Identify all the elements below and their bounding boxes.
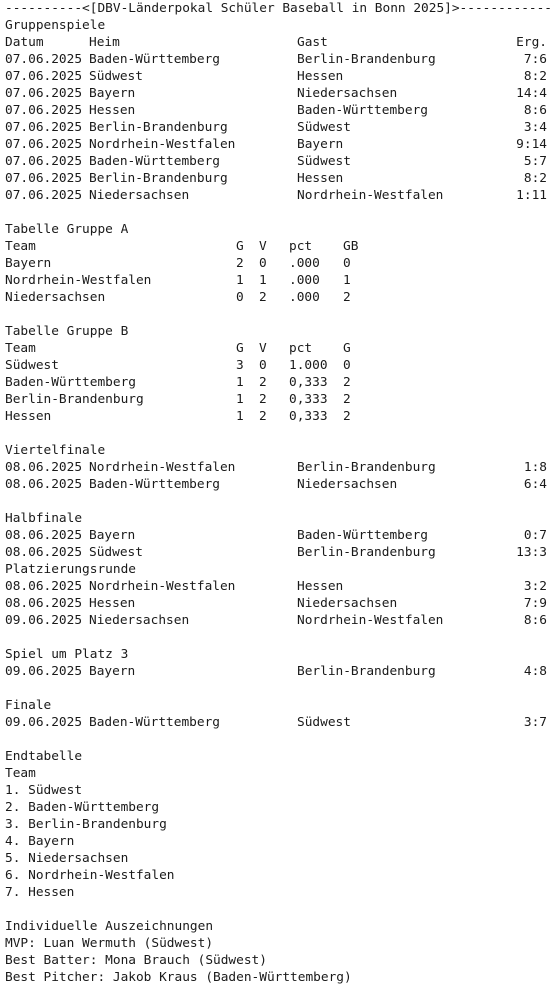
games-behind: 0 (343, 358, 351, 373)
losses: 2 (259, 290, 267, 305)
game-result: 5:7 (523, 154, 547, 169)
pct: .000 (289, 290, 320, 305)
column-header-team: Team (5, 341, 36, 356)
game-result: 7:9 (523, 596, 547, 611)
table-row (5, 289, 547, 306)
game-guest: Südwest (297, 715, 351, 730)
game-date: 07.06.2025 (5, 69, 83, 84)
game-home: Baden-Württemberg (89, 154, 220, 169)
column-header-guest: Gast (297, 35, 328, 50)
pct: 0,333 (289, 392, 328, 407)
game-guest: Baden-Württemberg (297, 103, 428, 118)
game-row (5, 578, 547, 595)
column-header-g: G (236, 341, 244, 356)
column-header-v: V (259, 239, 267, 254)
game-result: 1:8 (523, 460, 547, 475)
game-result: 8:2 (523, 69, 547, 84)
wins: 0 (236, 290, 244, 305)
game-result: 3:2 (523, 579, 547, 594)
game-date: 07.06.2025 (5, 154, 83, 169)
game-date: 08.06.2025 (5, 528, 83, 543)
game-home: Nordrhein-Westfalen (89, 137, 236, 152)
game-row (5, 68, 547, 85)
game-row (5, 595, 547, 612)
game-row (5, 85, 547, 102)
game-date: 08.06.2025 (5, 460, 83, 475)
table-row (5, 255, 547, 272)
standings-item: 3. Berlin-Brandenburg (5, 817, 167, 832)
game-guest: Berlin-Brandenburg (297, 545, 436, 560)
final-heading: Finale (5, 698, 52, 713)
game-result: 7:6 (523, 52, 547, 67)
game-guest: Berlin-Brandenburg (297, 664, 436, 679)
game-guest: Nordrhein-Westfalen (297, 613, 444, 628)
game-result: 14:4 (516, 86, 547, 101)
game-guest: Berlin-Brandenburg (297, 52, 436, 67)
standings-item: 4. Bayern (5, 834, 75, 849)
game-result: 3:7 (523, 715, 547, 730)
table-a-heading: Tabelle Gruppe A (5, 222, 129, 237)
game-result: 4:8 (523, 664, 547, 679)
game-guest: Südwest (297, 154, 351, 169)
standings-item: 2. Baden-Württemberg (5, 800, 160, 815)
games-behind: 1 (343, 273, 351, 288)
team-name: Hessen (5, 409, 52, 424)
team-name: Nordrhein-Westfalen (5, 273, 152, 288)
game-guest: Südwest (297, 120, 351, 135)
game-guest: Nordrhein-Westfalen (297, 188, 444, 203)
award-mvp: MVP: Luan Wermuth (Südwest) (5, 936, 214, 951)
game-result: 8:6 (523, 103, 547, 118)
game-row (5, 102, 547, 119)
column-header-pct: pct (289, 341, 313, 356)
column-header-pct: pct (289, 239, 313, 254)
game-row (5, 714, 547, 731)
losses: 0 (259, 358, 267, 373)
team-name: Südwest (5, 358, 59, 373)
table-a-header-row (5, 238, 547, 255)
game-home: Nordrhein-Westfalen (89, 460, 236, 475)
game-guest: Hessen (297, 579, 344, 594)
losses: 2 (259, 409, 267, 424)
game-result: 13:3 (516, 545, 547, 560)
game-date: 08.06.2025 (5, 596, 83, 611)
standings-item: 5. Niedersachsen (5, 851, 129, 866)
column-header-v: V (259, 341, 267, 356)
award-best-batter: Best Batter: Mona Brauch (Südwest) (5, 953, 267, 968)
game-home: Südwest (89, 69, 143, 84)
game-home: Nordrhein-Westfalen (89, 579, 236, 594)
table-b-heading: Tabelle Gruppe B (5, 324, 129, 339)
game-date: 08.06.2025 (5, 545, 83, 560)
team-name: Baden-Württemberg (5, 375, 136, 390)
pct: 0,333 (289, 409, 328, 424)
standings-item: 7. Hessen (5, 885, 75, 900)
wins: 1 (236, 375, 244, 390)
team-name: Niedersachsen (5, 290, 106, 305)
game-home: Baden-Württemberg (89, 52, 220, 67)
column-header-date: Datum (5, 35, 44, 50)
game-guest: Bayern (297, 137, 344, 152)
table-b-header-row (5, 340, 547, 357)
game-row (5, 612, 547, 629)
table-row (5, 391, 547, 408)
game-home: Hessen (89, 103, 136, 118)
game-result: 9:14 (516, 137, 547, 152)
game-home: Bayern (89, 86, 136, 101)
game-date: 07.06.2025 (5, 103, 83, 118)
game-row (5, 170, 547, 187)
game-row (5, 51, 547, 68)
pct: .000 (289, 256, 320, 271)
game-guest: Berlin-Brandenburg (297, 460, 436, 475)
column-header-home: Heim (89, 35, 120, 50)
standings-item: 1. Südwest (5, 783, 83, 798)
game-home: Hessen (89, 596, 136, 611)
game-date: 07.06.2025 (5, 188, 83, 203)
column-header-g: G (236, 239, 244, 254)
table-row (5, 408, 547, 425)
pct: 1.000 (289, 358, 328, 373)
game-row (5, 119, 547, 136)
column-header-gb: GB (343, 239, 359, 254)
game-home: Bayern (89, 664, 136, 679)
game-date: 07.06.2025 (5, 171, 83, 186)
game-result: 3:4 (523, 120, 547, 135)
game-row (5, 476, 547, 493)
game-guest: Hessen (297, 171, 344, 186)
game-date: 07.06.2025 (5, 120, 83, 135)
game-row (5, 527, 547, 544)
wins: 1 (236, 273, 244, 288)
table-row (5, 374, 547, 391)
team-name: Bayern (5, 256, 52, 271)
wins: 2 (236, 256, 244, 271)
wins: 1 (236, 392, 244, 407)
table-row (5, 357, 547, 374)
wins: 1 (236, 409, 244, 424)
games-behind: 2 (343, 290, 351, 305)
game-date: 08.06.2025 (5, 477, 83, 492)
game-row (5, 459, 547, 476)
game-home: Bayern (89, 528, 136, 543)
column-header-result: Erg. (516, 35, 547, 50)
semifinal-heading: Halbfinale (5, 511, 83, 526)
game-row (5, 663, 547, 680)
game-home: Baden-Württemberg (89, 477, 220, 492)
games-behind: 2 (343, 392, 351, 407)
pct: .000 (289, 273, 320, 288)
standings-column-header: Team (5, 766, 36, 781)
game-date: 07.06.2025 (5, 86, 83, 101)
placement-heading: Platzierungsrunde (5, 562, 136, 577)
game-home: Berlin-Brandenburg (89, 171, 228, 186)
losses: 0 (259, 256, 267, 271)
wins: 3 (236, 358, 244, 373)
game-date: 09.06.2025 (5, 715, 83, 730)
game-guest: Niedersachsen (297, 596, 398, 611)
column-header-gb: G (343, 341, 351, 356)
game-result: 6:4 (523, 477, 547, 492)
column-header-team: Team (5, 239, 36, 254)
team-name: Berlin-Brandenburg (5, 392, 144, 407)
quarterfinal-heading: Viertelfinale (5, 443, 106, 458)
game-row (5, 153, 547, 170)
game-home: Niedersachsen (89, 188, 190, 203)
game-date: 09.06.2025 (5, 664, 83, 679)
game-result: 8:6 (523, 613, 547, 628)
game-row (5, 187, 547, 204)
games-behind: 0 (343, 256, 351, 271)
game-date: 07.06.2025 (5, 52, 83, 67)
standings-item: 6. Nordrhein-Westfalen (5, 868, 175, 883)
third-place-heading: Spiel um Platz 3 (5, 647, 129, 662)
pct: 0,333 (289, 375, 328, 390)
game-home: Niedersachsen (89, 613, 190, 628)
game-date: 08.06.2025 (5, 579, 83, 594)
award-best-pitcher: Best Pitcher: Jakob Kraus (Baden-Württemberg) (5, 970, 352, 985)
losses: 2 (259, 375, 267, 390)
game-guest: Baden-Württemberg (297, 528, 428, 543)
game-date: 07.06.2025 (5, 137, 83, 152)
group-games-heading: Gruppenspiele (5, 18, 106, 33)
game-date: 09.06.2025 (5, 613, 83, 628)
games-behind: 2 (343, 375, 351, 390)
game-result: 0:7 (523, 528, 547, 543)
table-row (5, 272, 547, 289)
game-result: 8:2 (523, 171, 547, 186)
games-behind: 2 (343, 409, 351, 424)
game-guest: Niedersachsen (297, 86, 398, 101)
game-result: 1:11 (516, 188, 547, 203)
losses: 2 (259, 392, 267, 407)
game-guest: Niedersachsen (297, 477, 398, 492)
game-guest: Hessen (297, 69, 344, 84)
group-games-header-row (5, 34, 547, 51)
document-title: ----------<[DBV-Länderpokal Schüler Baseball in Bonn 2025]>------------ (5, 1, 552, 16)
game-row (5, 544, 547, 561)
losses: 1 (259, 273, 267, 288)
game-home: Baden-Württemberg (89, 715, 220, 730)
game-home: Südwest (89, 545, 143, 560)
standings-heading: Endtabelle (5, 749, 83, 764)
game-home: Berlin-Brandenburg (89, 120, 228, 135)
awards-heading: Individuelle Auszeichnungen (5, 919, 214, 934)
game-row (5, 136, 547, 153)
